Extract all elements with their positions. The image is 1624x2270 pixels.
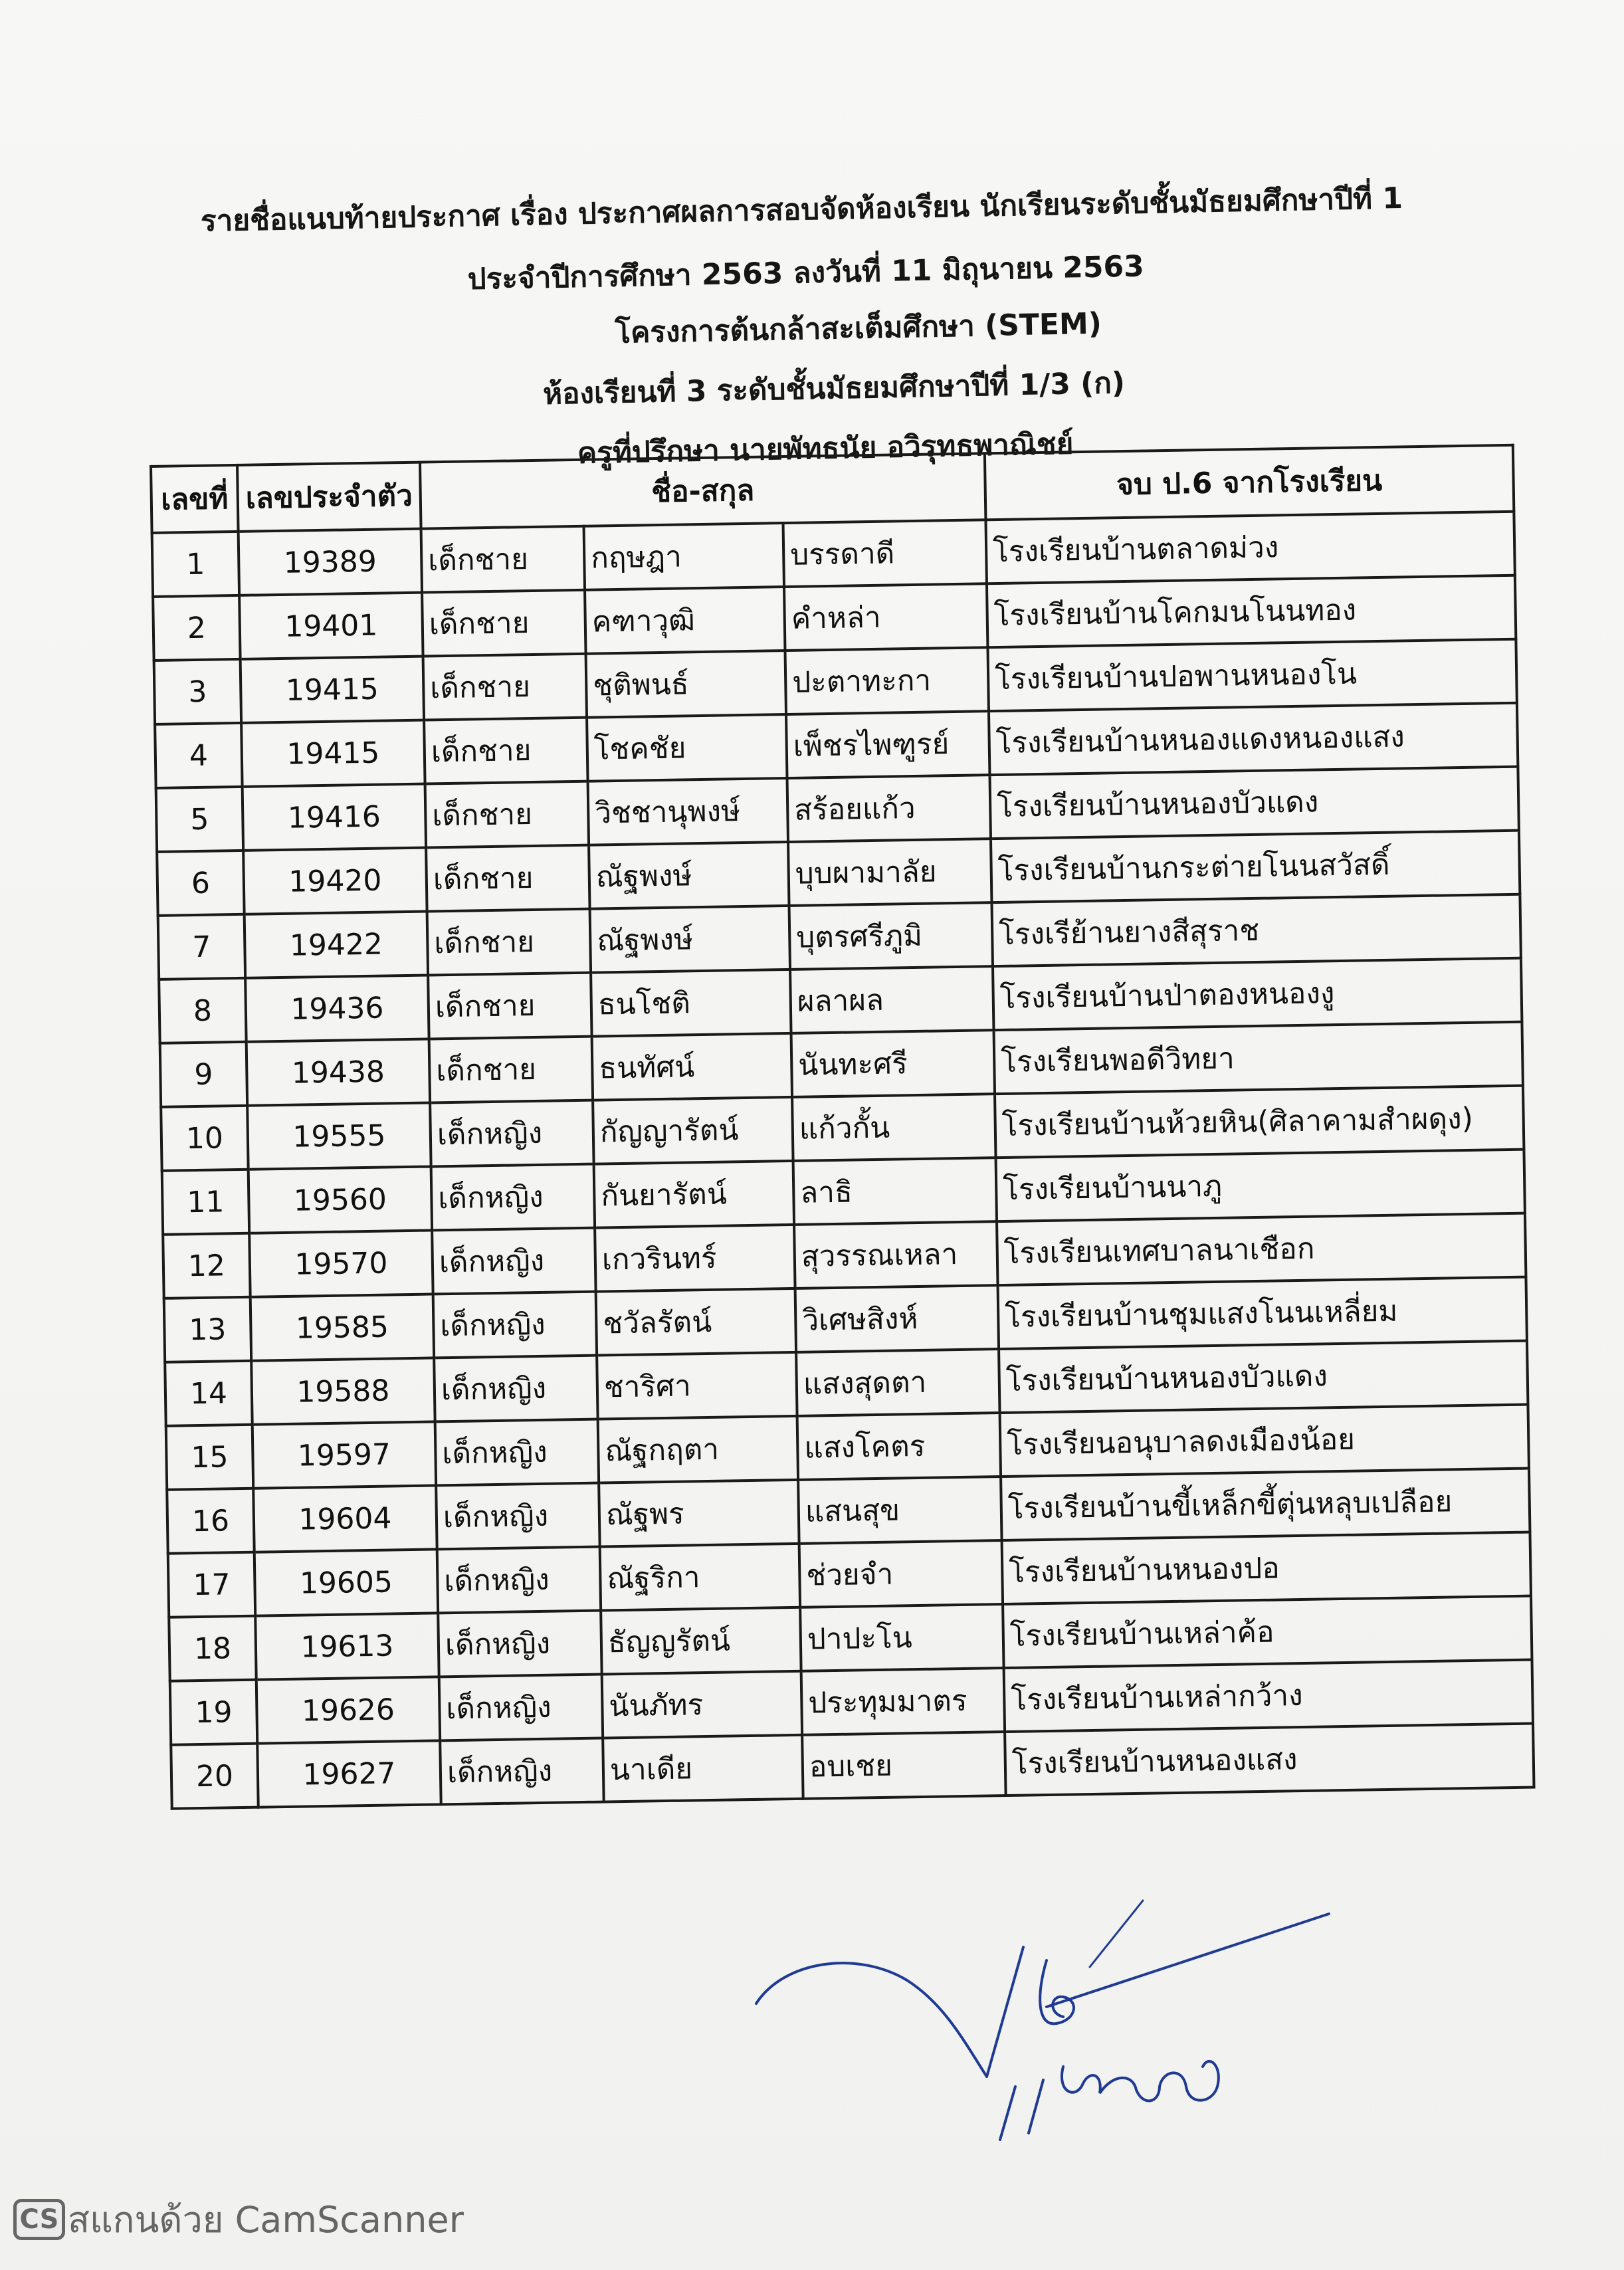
cell-student-id: 19436	[245, 976, 429, 1042]
cell-student-id: 19585	[251, 1294, 434, 1360]
cell-title: เด็กหญิง	[435, 1419, 599, 1486]
header-project-line: โครงการต้นกล้าสะเต็มศึกษา (STEM)	[614, 306, 1102, 350]
cell-school: โรงเรียนบ้านหนองปอ	[1002, 1532, 1531, 1604]
cell-first-name: ชุติพนธ์	[586, 651, 786, 718]
cell-number: 8	[159, 978, 246, 1043]
cell-title: เด็กหญิง	[433, 1292, 597, 1358]
cell-title: เด็กหญิง	[430, 1100, 593, 1167]
cell-first-name: นาเดีย	[603, 1735, 803, 1802]
cell-last-name: วิเศษสิงห์	[795, 1285, 999, 1352]
cell-number: 12	[163, 1233, 250, 1298]
cell-last-name: นันทะศรี	[791, 1030, 995, 1097]
cell-last-name: อบเชย	[802, 1732, 1006, 1799]
cell-student-id: 19438	[247, 1039, 430, 1105]
cell-school: โรงเรียนบ้านหนองแสง	[1005, 1724, 1534, 1796]
student-roster-table	[150, 444, 1536, 1810]
announcement-header	[120, 126, 1515, 470]
cell-first-name: ณัฐพงษ์	[589, 842, 789, 909]
cell-title: เด็กหญิง	[440, 1738, 603, 1805]
cell-last-name: สุวรรณเหลา	[794, 1221, 998, 1289]
column-header-school: จบ ป.6 จากโรงเรียน	[985, 445, 1514, 520]
cell-student-id: 19416	[243, 784, 426, 851]
camscanner-text: สแกนด้วย CamScanner	[68, 2199, 464, 2241]
cell-title: เด็กหญิง	[437, 1547, 601, 1613]
cell-first-name: ณัฐพร	[599, 1480, 799, 1547]
cell-first-name: โชคชัย	[587, 714, 787, 781]
cell-number: 13	[164, 1297, 251, 1362]
cell-last-name: ประทุมมาตร	[801, 1668, 1005, 1735]
cell-student-id: 19627	[257, 1740, 441, 1807]
cell-title: เด็กหญิง	[431, 1164, 595, 1231]
cell-school: โรงเรียนบ้านกระต่ายโนนสวัสดิ์	[991, 831, 1520, 902]
cell-number: 1	[152, 532, 239, 597]
cell-school: โรงเรียนเทศบาลนาเชือก	[997, 1213, 1526, 1285]
cell-student-id: 19604	[253, 1485, 437, 1552]
cell-last-name: บุบผามาลัย	[788, 839, 992, 906]
cell-student-id: 19560	[249, 1166, 432, 1233]
cell-school: โรงเรียนพอดีวิทยา	[994, 1022, 1523, 1094]
cell-number: 2	[153, 595, 240, 661]
cell-title: เด็กชาย	[425, 781, 589, 848]
cell-last-name: ผลาผล	[790, 966, 994, 1033]
cell-first-name: ธนโชติ	[591, 970, 791, 1037]
header-classroom-line: ห้องเรียนที่ 3 ระดับชั้นมัธยมศึกษาปีที่ 1/3 (ก)	[542, 366, 1126, 411]
cell-school: โรงเรียนบ้านขี้เหล็กขี้ตุ่นหลุบเปลือย	[1001, 1469, 1530, 1540]
cell-number: 11	[162, 1170, 249, 1235]
cell-student-id: 19613	[255, 1613, 439, 1679]
cell-first-name: ธนทัศน์	[592, 1033, 792, 1100]
cell-title: เด็กชาย	[421, 526, 585, 593]
cell-number: 20	[171, 1744, 258, 1809]
cell-title: เด็กชาย	[424, 718, 587, 784]
camscanner-logo-icon: CS	[13, 2199, 65, 2240]
signature-icon	[744, 1887, 1342, 2166]
cell-school: โรงเรียนบ้านหนองบัวแดง	[990, 767, 1519, 839]
cell-first-name: ธัญญรัตน์	[601, 1607, 801, 1675]
cell-last-name: แก้วกั้น	[792, 1094, 996, 1161]
cell-first-name: นันภัทร	[602, 1671, 802, 1738]
cell-number: 3	[154, 659, 241, 724]
cell-title: เด็กหญิง	[436, 1483, 599, 1550]
cell-number: 19	[170, 1680, 257, 1745]
cell-student-id: 19597	[253, 1421, 436, 1488]
cell-number: 6	[157, 851, 244, 916]
cell-title: เด็กชาย	[429, 1037, 593, 1103]
table-body	[152, 512, 1534, 1809]
cell-first-name: เกวรินทร์	[595, 1225, 795, 1292]
cell-title: เด็กหญิง	[438, 1611, 601, 1677]
cell-number: 10	[161, 1106, 248, 1171]
cell-last-name: แสงโคตร	[797, 1413, 1001, 1480]
column-header-student-id: เลขประจำตัว	[237, 463, 421, 532]
cell-school: โรงเรียนบ้านห้วยหิน(ศิลาคามสำผดุง)	[995, 1086, 1524, 1158]
cell-first-name: ณัฐริกา	[600, 1544, 800, 1611]
cell-school: โรงเรียนบ้านนาภู	[996, 1150, 1525, 1221]
cell-school: โรงเรียนอนุบาลดงเมืองน้อย	[1000, 1405, 1529, 1477]
cell-school: โรงเรียนบ้านเหล่าค้อ	[1003, 1596, 1532, 1668]
cell-student-id: 19389	[239, 529, 422, 595]
cell-first-name: กันยารัตน์	[594, 1161, 794, 1228]
cell-school: โรงเรียนบ้านโคกมนโนนทอง	[987, 575, 1516, 647]
cell-student-id: 19420	[243, 848, 427, 914]
cell-school: โรงเรียนบ้านปอพานหนองโน	[987, 639, 1516, 711]
cell-last-name: เพ็ชรไพฑูรย์	[786, 711, 990, 778]
header-date-line: ประจำปีการศึกษา 2563 ลงวันที่ 11 มิถุนายน 2563	[467, 249, 1145, 296]
cell-student-id: 19422	[245, 912, 428, 978]
cell-school: โรงเรียนบ้านเหล่ากว้าง	[1004, 1660, 1533, 1732]
cell-student-id: 19555	[247, 1102, 431, 1169]
cell-title: เด็กชาย	[423, 654, 587, 720]
cell-last-name: ช่วยจำ	[799, 1540, 1003, 1607]
cell-school: โรงเรียนบ้านหนองบัวแดง	[999, 1341, 1528, 1413]
cell-last-name: ปาปะโน	[800, 1604, 1004, 1671]
cell-student-id: 19588	[251, 1358, 435, 1424]
cell-student-id: 19415	[241, 657, 424, 723]
cell-first-name: กัญญารัตน์	[593, 1097, 793, 1164]
cell-first-name: กฤษฎา	[584, 523, 784, 590]
header-title-line: รายชื่อแนบท้ายประกาศ เรื่อง ประกาศผลการสอบจัดห้องเรียน นักเรียนระดับชั้นมัธยมศึกษาปีที่ 1	[200, 181, 1403, 239]
cell-last-name: แสนสุข	[798, 1477, 1002, 1544]
cell-title: เด็กหญิง	[432, 1228, 595, 1294]
cell-number: 16	[167, 1489, 254, 1554]
cell-school: โรงเรียนบ้านชุมแสงโนนเหลี่ยม	[998, 1277, 1527, 1349]
cell-number: 18	[169, 1616, 256, 1681]
cell-last-name: ลาธิ	[793, 1158, 997, 1225]
cell-student-id: 19401	[239, 593, 423, 659]
cell-school: โรงเรียนบ้านตลาดม่วง	[985, 512, 1514, 583]
cell-student-id: 19605	[254, 1549, 438, 1615]
cell-number: 17	[168, 1552, 255, 1617]
cell-last-name: สร้อยแก้ว	[787, 775, 991, 842]
cell-number: 9	[160, 1042, 247, 1107]
cell-title: เด็กชาย	[428, 973, 591, 1039]
cell-school: โรงเรียนบ้านหนองแดงหนองแสง	[989, 703, 1518, 775]
cell-last-name: คำหล่า	[784, 583, 988, 651]
cell-last-name: แสงสุดตา	[796, 1349, 1000, 1416]
cell-number: 5	[156, 787, 243, 852]
cell-last-name: บรรดาดี	[783, 520, 987, 587]
cell-title: เด็กหญิง	[439, 1675, 603, 1741]
cell-school: โรงเรีย้านยางสีสุราช	[992, 894, 1521, 966]
cell-last-name: บุตรศรีภูมิ	[789, 902, 993, 970]
column-header-number: เลขที่	[151, 465, 239, 533]
cell-title: เด็กชาย	[426, 845, 589, 912]
cell-number: 4	[155, 723, 242, 788]
column-header-name: ชื่อ-สกุล	[420, 453, 985, 528]
cell-student-id: 19626	[256, 1677, 440, 1743]
handwritten-signature	[744, 1887, 1342, 2166]
cell-student-id: 19415	[241, 720, 425, 787]
cell-school: โรงเรียนบ้านป่าตองหนองงู	[993, 958, 1522, 1030]
cell-title: เด็กชาย	[427, 909, 591, 976]
cell-number: 14	[165, 1361, 252, 1426]
cell-first-name: ณัฐกฤตา	[598, 1416, 798, 1483]
cell-number: 7	[158, 914, 245, 980]
cell-first-name: คฑาวุฒิ	[585, 587, 785, 654]
cell-first-name: ชาริศา	[597, 1352, 797, 1419]
cell-last-name: ปะตาทะกา	[785, 647, 989, 714]
cell-first-name: ชวัลรัตน์	[596, 1289, 796, 1356]
cell-first-name: ณัฐพงษ์	[590, 906, 790, 973]
header-advisor-line: ครูที่ปรึกษา นายพัทธนัย อวิรุทธพาณิชย์	[577, 427, 1074, 470]
cell-student-id: 19570	[249, 1230, 433, 1296]
student-table-wrapper	[150, 444, 1533, 1847]
cell-title: เด็กหญิง	[434, 1356, 597, 1422]
cell-title: เด็กชาย	[422, 590, 585, 657]
cell-number: 15	[166, 1425, 253, 1490]
cell-first-name: วิชชานุพงษ์	[588, 778, 788, 845]
camscanner-watermark	[13, 2193, 464, 2246]
